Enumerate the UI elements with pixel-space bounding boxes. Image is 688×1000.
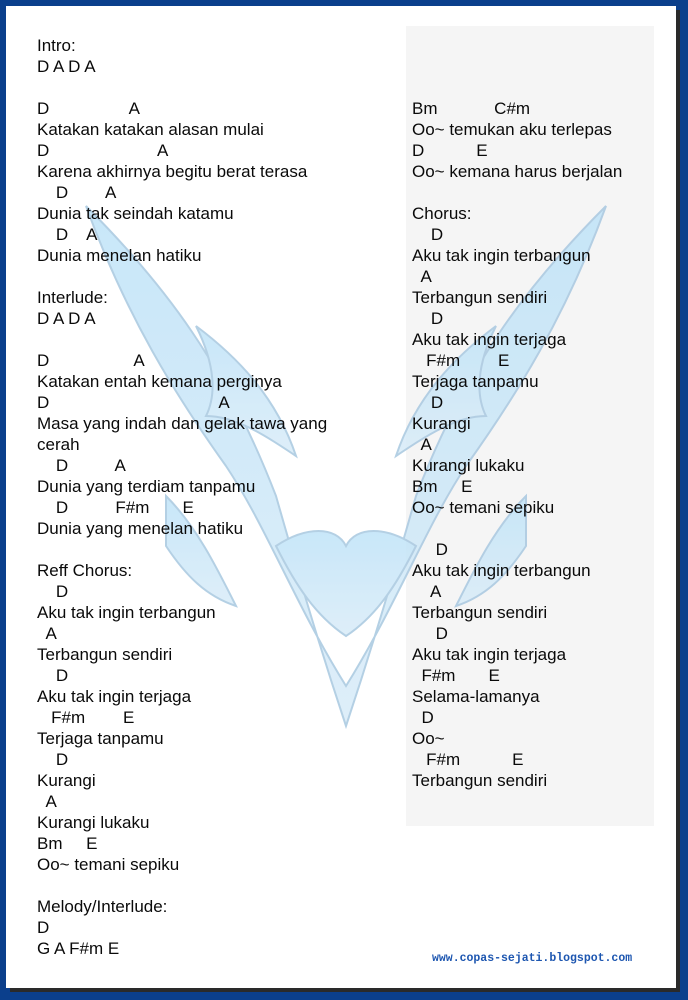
lyric-line: Dunia yang terdiam tanpamu [37,477,256,496]
lyric-line: D A [37,456,126,475]
lyric-line: Selama-lamanya [412,687,540,706]
lyric-line: Aku tak ingin terbangun [412,246,591,265]
lyric-line [37,875,397,896]
lyric-line: Terbangun sendiri [412,603,548,622]
lyric-line: Aku tak ingin terjaga [412,645,567,664]
lyric-line: Chorus: [412,204,472,223]
lyric-line: Melody/Interlude: [37,897,168,916]
lyric-line: Aku tak ingin terjaga [37,687,192,706]
lyric-line: Masa yang indah dan gelak tawa yang [37,414,328,433]
lyric-line: D [412,708,434,727]
lyric-line: Kurangi lukaku [37,813,150,832]
lyric-line [412,182,662,203]
lyric-line [37,266,397,287]
lyric-line: A [412,267,432,286]
lyric-line: Kurangi [37,771,96,790]
lyric-line: Bm C#m [412,99,531,118]
lyric-line: A [412,582,442,601]
lyric-line: D A [37,141,169,160]
lyric-line: D A [37,351,145,370]
lyric-line: Katakan entah kemana perginya [37,372,282,391]
lyric-line: A [37,624,57,643]
lyric-line: D [412,393,444,412]
lyrics-column-right [412,98,662,791]
lyric-line: D A D A [37,309,96,328]
lyric-line: A [37,792,57,811]
footer-url: www.copas-sejati.blogspot.com [432,952,633,965]
lyric-line: D A [37,225,98,244]
lyric-line: Dunia menelan hatiku [37,246,202,265]
lyric-line: Bm E [412,477,473,496]
lyric-line: D A [37,99,140,118]
lyric-line [412,518,662,539]
lyric-line: F#m E [412,750,524,769]
lyric-line: Terjaga tanpamu [412,372,539,391]
lyric-line [37,539,397,560]
lyric-line: Terbangun sendiri [412,771,548,790]
lyric-line: D [37,582,69,601]
lyric-line: A [412,435,432,454]
lyric-line: Aku tak ingin terbangun [37,603,216,622]
lyric-line: G A F#m E [37,939,120,958]
lyric-line: F#m E [412,666,500,685]
lyric-line: cerah [37,435,80,454]
lyrics-column-left [37,35,397,959]
lyric-line: Kurangi lukaku [412,456,525,475]
lyric-line: D [412,540,448,559]
lyric-line: Bm E [37,834,98,853]
lyric-line: Katakan katakan alasan mulai [37,120,264,139]
lyric-line: Terbangun sendiri [37,645,173,664]
lyric-line: D [412,624,448,643]
lyric-line: D [412,309,444,328]
lyric-line: D A [37,393,230,412]
lyric-line: Terjaga tanpamu [37,729,164,748]
lyric-line: Karena akhirnya begitu berat terasa [37,162,308,181]
lyric-line: Aku tak ingin terbangun [412,561,591,580]
lyric-line: Dunia tak seindah katamu [37,204,234,223]
lyric-line [37,77,397,98]
lyric-line: Oo~ kemana harus berjalan [412,162,623,181]
lyric-line: D [37,666,69,685]
lyric-line [37,329,397,350]
lyric-line: Oo~ temani sepiku [412,498,555,517]
lyric-line: D F#m E [37,498,194,517]
lyric-line: Kurangi [412,414,471,433]
lyric-line: Intro: [37,36,76,55]
lyric-line: D [412,225,444,244]
lyric-line: Oo~ temukan aku terlepas [412,120,612,139]
lyric-line: D A [37,183,117,202]
lyric-line: Dunia yang menelan hatiku [37,519,244,538]
lyric-line: D [37,918,50,937]
lyric-line: D A D A [37,57,96,76]
lyric-line: Aku tak ingin terjaga [412,330,567,349]
lyric-line: D [37,750,69,769]
lyric-line: Terbangun sendiri [412,288,548,307]
lyric-line: F#m E [412,351,510,370]
lyric-line: Oo~ [412,729,445,748]
lyric-line: Interlude: [37,288,108,307]
lyrics-sheet [6,6,676,988]
lyric-line: F#m E [37,708,135,727]
lyric-line: Reff Chorus: [37,561,133,580]
lyric-line: D E [412,141,488,160]
lyric-line: Oo~ temani sepiku [37,855,180,874]
